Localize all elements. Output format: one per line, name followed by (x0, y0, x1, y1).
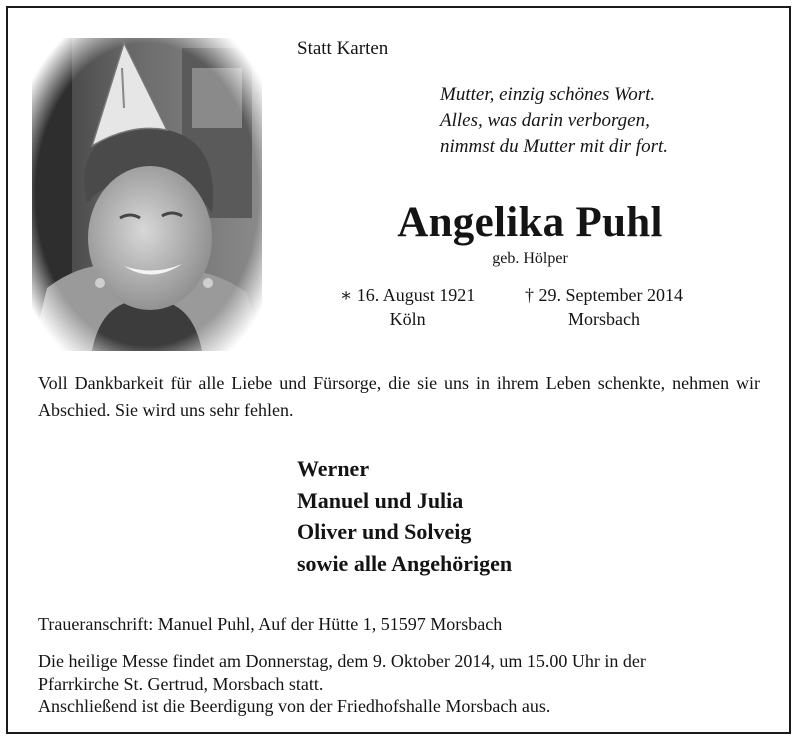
thanks-text: Voll Dankbarkeit für alle Liebe und Fürsorge, die sie uns in ihrem Leben schenkte, nehmen wir Abschied. Sie wird uns sehr fehlen. (38, 373, 760, 420)
deceased-name: Angelika Puhl (397, 199, 663, 246)
birth-place: Köln (389, 309, 426, 329)
mourner-entry: Werner (297, 456, 370, 481)
poem (440, 82, 760, 160)
service-line: Pfarrkirche St. Gertrud, Morsbach statt. (38, 673, 324, 694)
death-symbol: † (525, 285, 534, 305)
death-info (525, 283, 683, 331)
death-date: 29. September 2014 (538, 285, 683, 305)
poem-line: Mutter, einzig schönes Wort. (440, 84, 656, 105)
poem-line: nimmst du Mutter mit dir fort. (440, 136, 669, 157)
portrait-photo (32, 38, 262, 351)
birth-info (340, 283, 475, 331)
mourners-list (297, 453, 512, 579)
birth-date: 16. August 1921 (356, 285, 476, 305)
poem-line: Alles, was darin verborgen, (440, 110, 650, 131)
mourning-address: Traueranschrift: Manuel Puhl, Auf der Hütte 1, 51597 Morsbach (38, 614, 503, 634)
statt-karten-label: Statt Karten (297, 38, 389, 59)
service-line: Anschließend ist die Beerdigung von der Friedhofshalle Morsbach aus. (38, 696, 551, 716)
mourner-entry: Manuel und Julia (297, 487, 464, 513)
service-line: Die heilige Messe findet am Donnerstag, dem 9. Oktober 2014, um 15.00 Uhr in der (38, 651, 646, 671)
service-info (38, 650, 760, 718)
mourner-entry: sowie alle Angehörigen (297, 550, 513, 576)
death-place: Morsbach (568, 309, 640, 329)
mourner-entry: Oliver und Solveig (297, 519, 472, 544)
birth-symbol: ∗ (340, 285, 353, 305)
born-name: geb. Hölper (492, 250, 568, 267)
